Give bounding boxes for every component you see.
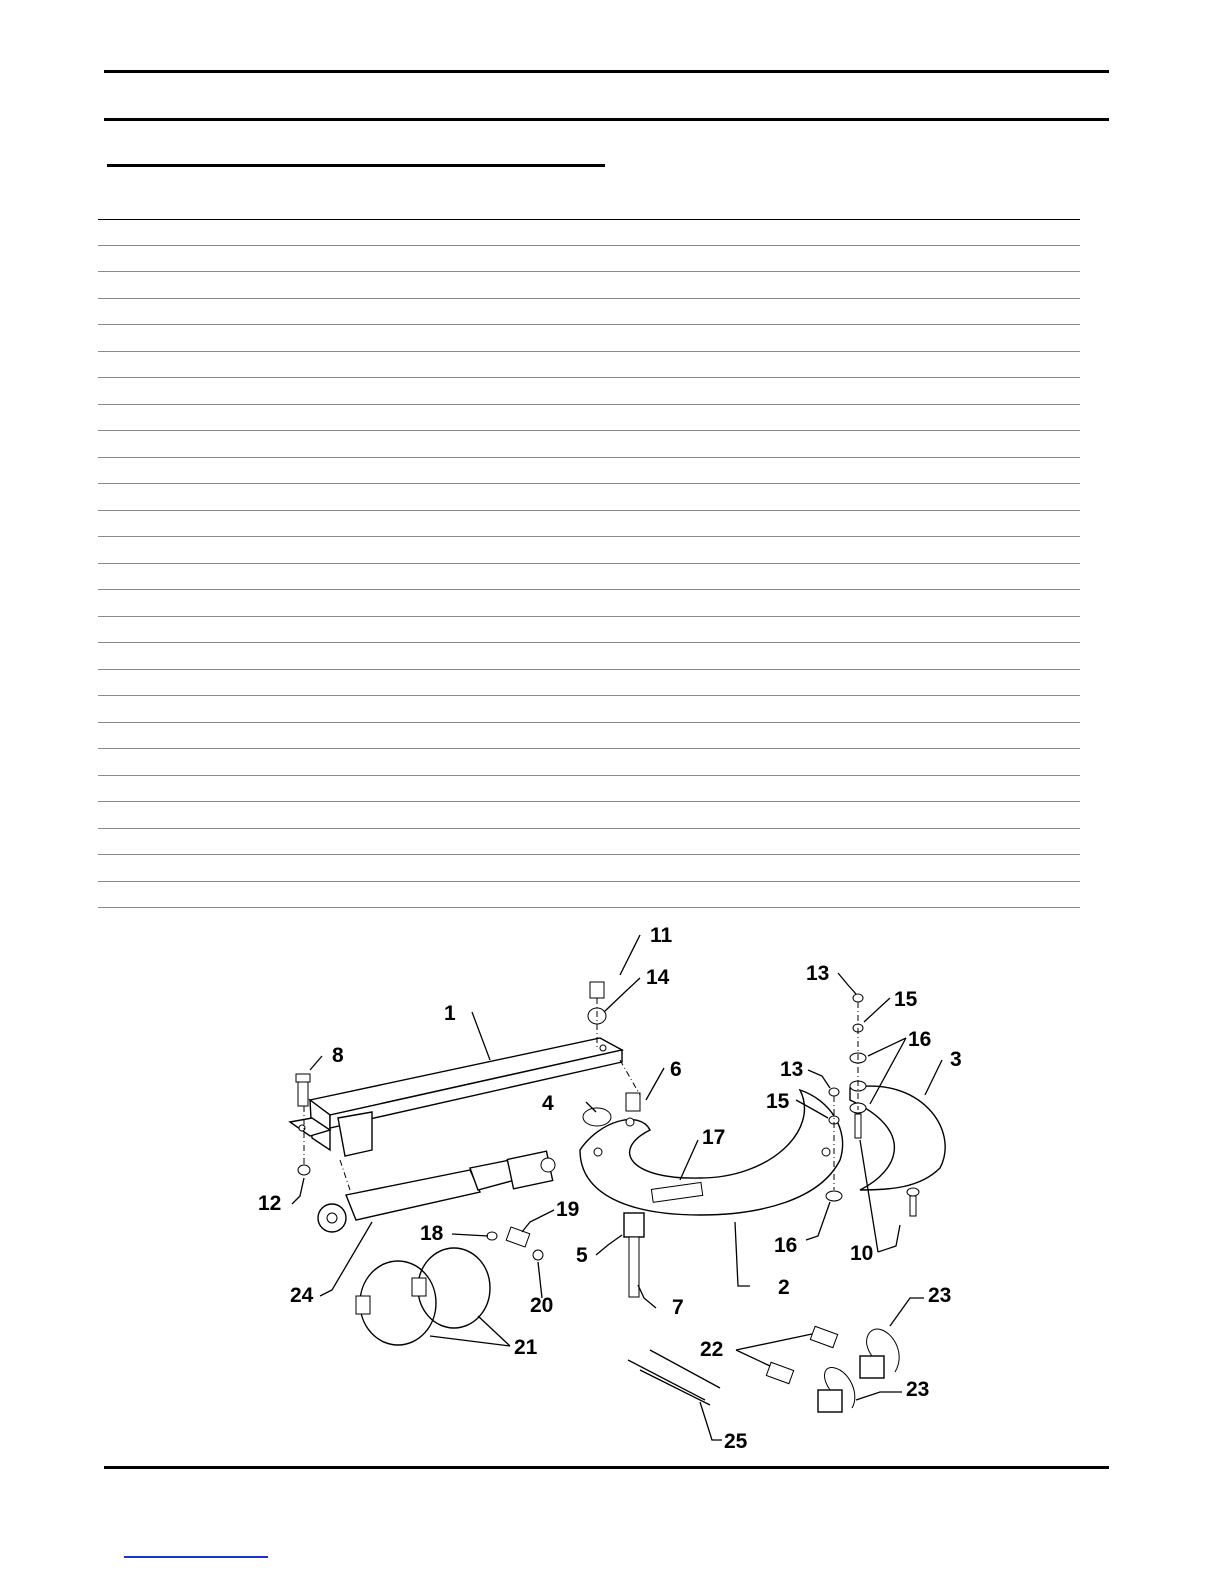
callout-16-bottom: 16	[774, 1234, 798, 1257]
callout-7: 7	[672, 1296, 684, 1319]
callout-1: 1	[444, 1002, 456, 1025]
callout-17: 17	[702, 1126, 726, 1149]
callout-11: 11	[650, 924, 673, 947]
callout-14: 14	[646, 966, 670, 989]
footer-rule	[104, 1466, 1109, 1469]
callout-20: 20	[530, 1294, 554, 1317]
callout-13-top: 13	[806, 962, 830, 985]
callout-5: 5	[576, 1244, 588, 1267]
callout-23-bottom: 23	[906, 1378, 930, 1401]
callout-12: 12	[258, 1192, 282, 1215]
callout-23-top: 23	[928, 1284, 952, 1307]
callout-4: 4	[542, 1092, 554, 1115]
hydraulic-cylinder-part	[318, 1151, 555, 1232]
callout-10: 10	[850, 1242, 874, 1265]
callout-25: 25	[724, 1430, 748, 1453]
hydraulic-hoses-part	[356, 1248, 490, 1345]
callout-15-mid: 15	[766, 1090, 790, 1113]
callout-2: 2	[778, 1276, 790, 1299]
callout-24: 24	[290, 1284, 314, 1307]
callout-16-top: 16	[908, 1028, 932, 1051]
callout-3: 3	[950, 1048, 962, 1071]
callout-22: 22	[700, 1338, 724, 1361]
callout-6: 6	[670, 1058, 682, 1081]
callout-13-mid: 13	[780, 1058, 804, 1081]
c-plate-part	[580, 1090, 843, 1215]
footer-link-underline[interactable]	[124, 1556, 268, 1558]
callout-8: 8	[332, 1044, 344, 1067]
callout-21: 21	[514, 1336, 538, 1359]
callout-19: 19	[556, 1198, 580, 1221]
callout-18: 18	[420, 1222, 444, 1245]
callout-15-top: 15	[894, 988, 918, 1011]
arc-plate-part	[850, 1086, 945, 1190]
